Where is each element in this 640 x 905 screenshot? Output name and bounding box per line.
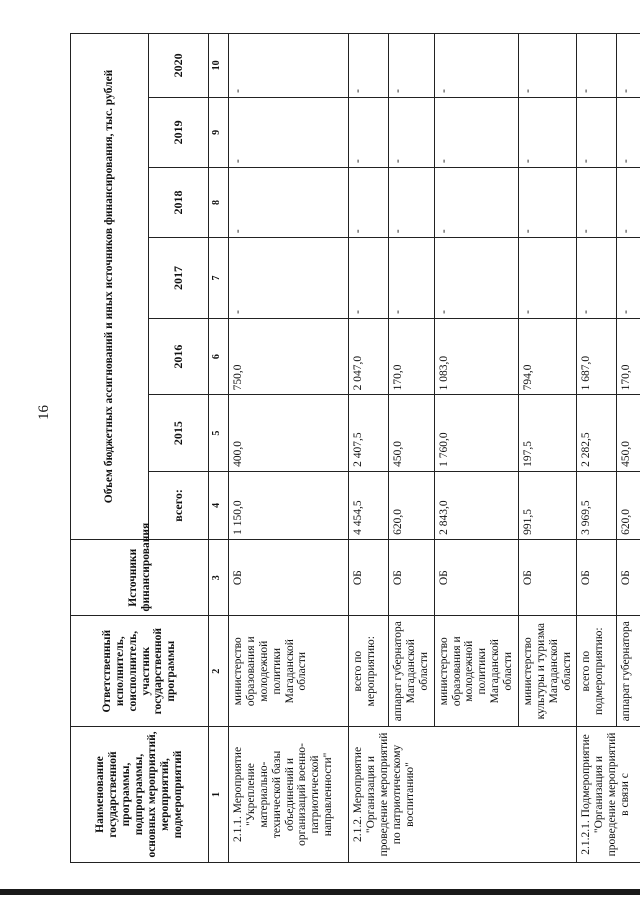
table-row (349, 34, 389, 863)
row-value: 3 969,5 (577, 471, 617, 539)
row-value: 2 843,0 (434, 471, 518, 539)
column-index: 7 (209, 238, 229, 319)
row-value: - (434, 238, 518, 319)
row-value: 450,0 (617, 395, 640, 472)
row-value: - (389, 34, 435, 98)
row-value: - (229, 238, 349, 319)
row-executor: министерство культуры и туризма Магаданской области (518, 616, 577, 727)
row-value: - (518, 167, 577, 237)
row-value: - (577, 167, 617, 237)
column-index-row (209, 34, 229, 863)
row-source: ОБ (229, 539, 349, 616)
row-value: - (349, 167, 389, 237)
row-source: ОБ (349, 539, 389, 616)
row-source: ОБ (389, 539, 435, 616)
row-value: 1 083,0 (434, 318, 518, 395)
row-value: - (617, 34, 640, 98)
column-index: 2 (209, 616, 229, 727)
table-row (577, 34, 617, 863)
row-value: - (577, 238, 617, 319)
row-value: - (518, 97, 577, 167)
row-source: ОБ (518, 539, 577, 616)
row-value: - (518, 238, 577, 319)
row-source: ОБ (577, 539, 617, 616)
header-year: 2016 (149, 318, 209, 395)
row-value: 400,0 (229, 395, 349, 472)
row-value: 991,5 (518, 471, 577, 539)
row-executor: всего по мероприятию: (349, 616, 389, 727)
row-value: - (434, 97, 518, 167)
column-index: 4 (209, 471, 229, 539)
financing-table (70, 33, 640, 863)
row-value: 2 407,5 (349, 395, 389, 472)
row-value: 4 454,5 (349, 471, 389, 539)
column-index: 10 (209, 34, 229, 98)
row-value: 620,0 (617, 471, 640, 539)
row-value: - (617, 167, 640, 237)
column-index: 5 (209, 395, 229, 472)
row-source: ОБ (434, 539, 518, 616)
page-bottom-edge (0, 889, 640, 895)
row-value: 750,0 (229, 318, 349, 395)
row-executor: всего по подмероприятию: (577, 616, 617, 727)
header-source: Источники финансирования (71, 539, 209, 616)
header-year: 2018 (149, 167, 209, 237)
row-value: - (229, 34, 349, 98)
row-value: 1 760,0 (434, 395, 518, 472)
row-value: 450,0 (389, 395, 435, 472)
header-row (71, 34, 149, 863)
row-name: 2.1.2. Мероприятие "Организация и проведение мероприятий по патриотическому воспитанию" (349, 726, 577, 862)
row-value: 2 047,0 (349, 318, 389, 395)
row-value: - (617, 238, 640, 319)
page-number: 16 (36, 405, 52, 420)
row-value: - (577, 97, 617, 167)
column-index: 1 (209, 726, 229, 862)
header-year: 2019 (149, 97, 209, 167)
row-executor: аппарат губернатора (617, 616, 640, 727)
row-value: 170,0 (617, 318, 640, 395)
row-value: - (617, 97, 640, 167)
row-value: 197,5 (518, 395, 577, 472)
row-value: - (518, 34, 577, 98)
column-index: 8 (209, 167, 229, 237)
row-executor: аппарат губернатора Магаданской области (389, 616, 435, 727)
row-value: 620,0 (389, 471, 435, 539)
row-executor: министерство образования и молодежной политики Магаданской области (229, 616, 349, 727)
column-index: 6 (209, 318, 229, 395)
header-year: 2020 (149, 34, 209, 98)
header-year: 2015 (149, 395, 209, 472)
row-value: - (349, 34, 389, 98)
row-value: 2 282,5 (577, 395, 617, 472)
row-value: 1 150,0 (229, 471, 349, 539)
financing-table-wrapper (70, 33, 633, 863)
row-value: - (434, 34, 518, 98)
row-executor: министерство образования и молодежной политики Магаданской области (434, 616, 518, 727)
row-value: 794,0 (518, 318, 577, 395)
row-value: - (389, 238, 435, 319)
column-index: 3 (209, 539, 229, 616)
row-value: - (434, 167, 518, 237)
table-row (229, 34, 349, 863)
row-value: - (349, 97, 389, 167)
row-value: 170,0 (389, 318, 435, 395)
header-year: 2017 (149, 238, 209, 319)
row-name: 2.1.1. Мероприятие "Укрепление материально-технической базы объединений и организаций военно-патриотической направленности" (229, 726, 349, 862)
row-value: - (389, 97, 435, 167)
header-executor: Ответственный исполнитель, соисполнитель, участник государственной программы (71, 616, 209, 727)
row-value: 1 687,0 (577, 318, 617, 395)
column-index: 9 (209, 97, 229, 167)
row-value: - (577, 34, 617, 98)
header-total: всего: (149, 471, 209, 539)
header-volume: Объем бюджетных ассигнований и иных источников финансирования, тыс. рублей (71, 34, 149, 540)
row-value: - (389, 167, 435, 237)
row-value: - (229, 167, 349, 237)
row-value: - (229, 97, 349, 167)
row-value: - (349, 238, 389, 319)
row-name: 2.1.2.1. Подмероприятие "Организация и проведение мероприятий в связи с (577, 726, 640, 862)
row-source: ОБ (617, 539, 640, 616)
header-name: Наименование государственной программы, подпрограммы, основных мероприятий, мероприятий, подмероприятий (71, 726, 209, 862)
